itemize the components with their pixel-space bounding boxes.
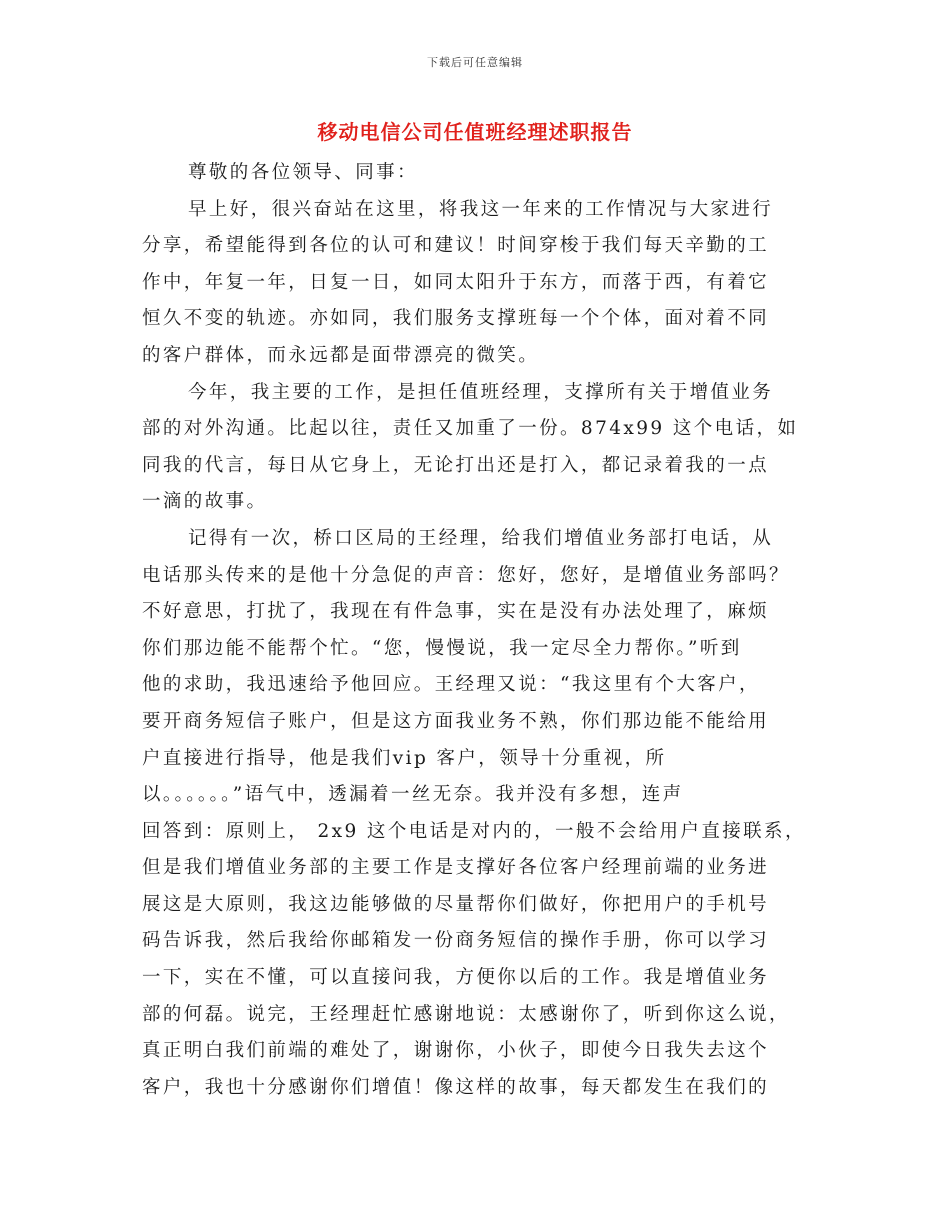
body-line: 的客户群体，而永远都是面带漂亮的微笑。	[142, 344, 540, 366]
body-line: 但是我们增值业务部的主要工作是支撑好各位客户经理前端的业务进	[142, 857, 770, 879]
document-body	[142, 155, 814, 1106]
body-line: 客户，我也十分感谢你们增值！像这样的故事，每天都发生在我们的	[142, 1076, 770, 1098]
body-line: 要开商务短信子账户，但是这方面我业务不熟，你们那边能不能给用	[142, 710, 770, 732]
body-line: 真正明白我们前端的难处了，谢谢你，小伙子，即使今日我失去这个	[142, 1040, 770, 1062]
body-line: 恒久不变的轨迹。亦如同，我们服务支撑班每一个个体，面对着不同	[142, 308, 770, 330]
body-line: 以。。。。。。”语气中，透漏着一丝无奈。我并没有多想，连声	[142, 784, 684, 806]
body-line: 部的何磊。说完，王经理赶忙感谢地说：太感谢你了，听到你这么说，	[142, 1003, 790, 1025]
body-line: 一滴的故事。	[142, 491, 268, 513]
body-line: 部的对外沟通。比起以往，责任又加重了一份。874x99 这个电话，如	[142, 418, 799, 440]
body-line: 不好意思，打扰了，我现在有件急事，实在是没有办法处理了，麻烦	[142, 601, 770, 623]
body-line: 码告诉我，然后我给你邮箱发一份商务短信的操作手册，你可以学习	[142, 930, 770, 952]
body-line: 电话那头传来的是他十分急促的声音：您好，您好，是增值业务部吗？	[142, 564, 790, 586]
body-line: 分享，希望能得到各位的认可和建议！时间穿梭于我们每天辛勤的工	[142, 235, 770, 257]
body-line: 一下，实在不懂，可以直接问我，方便你以后的工作。我是增值业务	[142, 967, 770, 989]
body-line: 记得有一次，桥口区局的王经理，给我们增值业务部打电话，从	[188, 527, 774, 549]
header-note: 下载后可任意编辑	[427, 56, 523, 69]
body-line: 早上好，很兴奋站在这里，将我这一年来的工作情况与大家进行	[188, 198, 774, 220]
body-line: 户直接进行指导，他是我们vip 客户，领导十分重视，所	[142, 747, 667, 769]
body-line: 回答到：原则上， 2x9 这个电话是对内的，一般不会给用户直接联系，	[142, 820, 806, 842]
body-line: 作中，年复一年，日复一日，如同太阳升于东方，而落于西，有着它	[142, 271, 770, 293]
body-line: 你们那边能不能帮个忙。“您，慢慢说，我一定尽全力帮你。”听到	[142, 637, 742, 659]
document-title: 移动电信公司任值班经理述职报告	[317, 120, 633, 144]
body-line: 展这是大原则，我这边能够做的尽量帮你们做好，你把用户的手机号	[142, 893, 770, 915]
body-line: 尊敬的各位领导、同事：	[188, 162, 418, 183]
body-line: 他的求助，我迅速给予他回应。王经理又说：“我这里有个大客户，	[142, 674, 760, 696]
body-line: 今年，我主要的工作，是担任值班经理，支撑所有关于增值业务	[188, 381, 774, 403]
body-line: 同我的代言，每日从它身上，无论打出还是打入，都记录着我的一点	[142, 454, 770, 476]
